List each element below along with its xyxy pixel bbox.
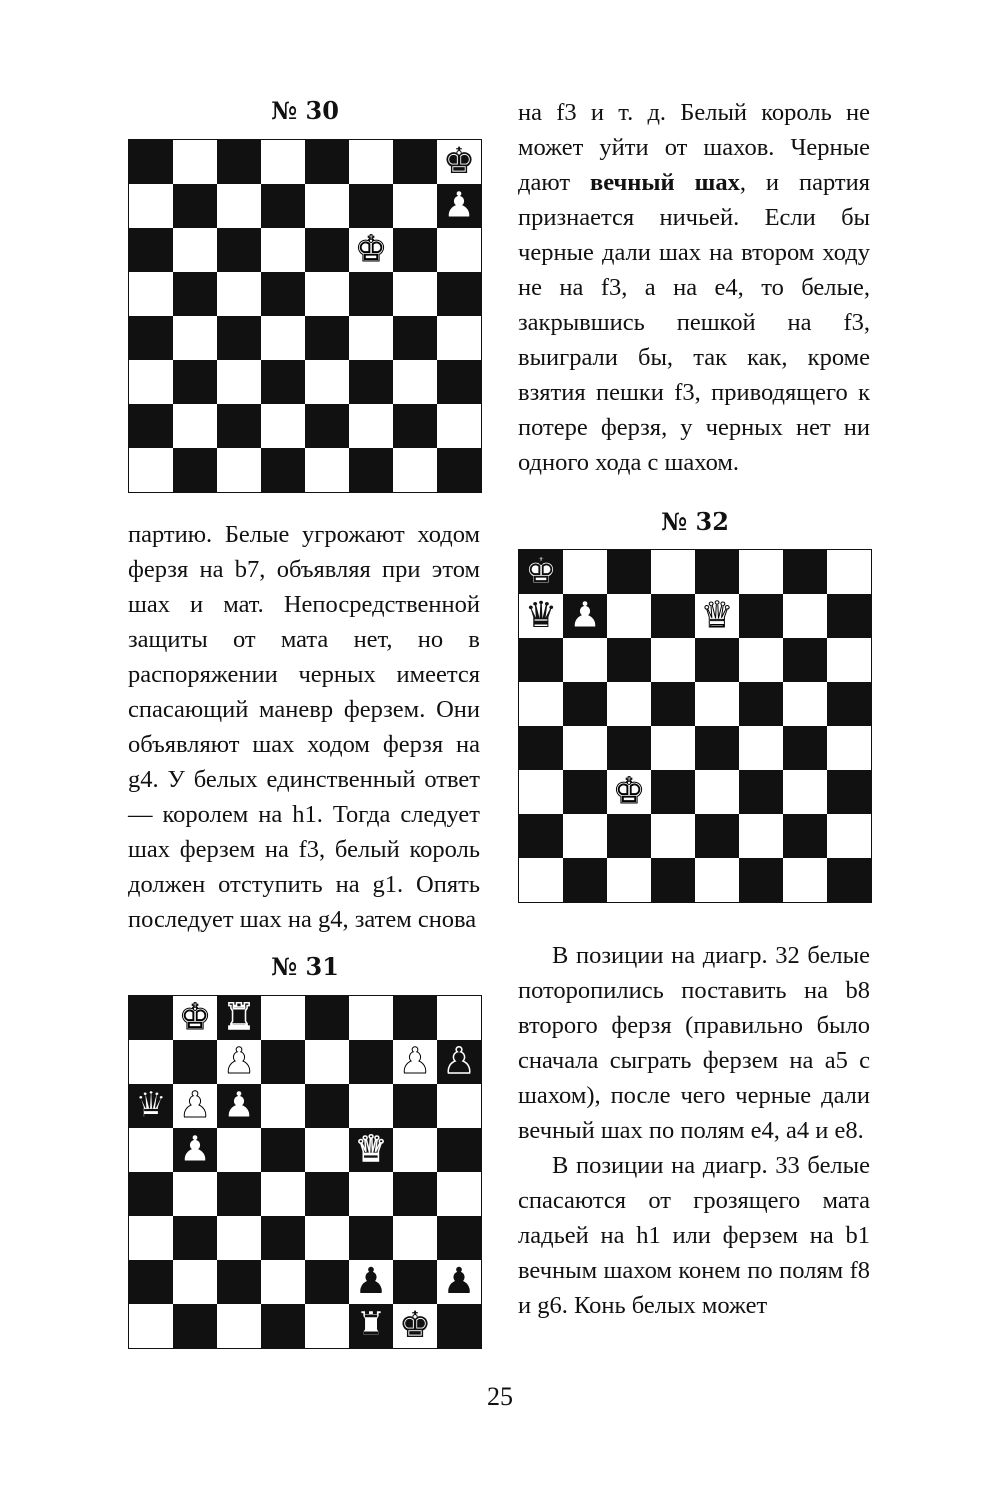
square-c4 (217, 316, 261, 360)
square-b7 (173, 184, 217, 228)
square-g3 (393, 1216, 437, 1260)
square-c6 (217, 1084, 261, 1128)
chessboard-32 (518, 549, 872, 903)
black-pawn-icon: ♟ (442, 1261, 476, 1302)
square-c4 (607, 726, 651, 770)
square-h4 (437, 316, 481, 360)
square-f2 (349, 1260, 393, 1304)
square-f3 (349, 360, 393, 404)
square-h2 (437, 404, 481, 448)
black-queen-icon: ♛ (524, 595, 558, 636)
square-c2 (217, 1260, 261, 1304)
square-b1 (173, 448, 217, 492)
square-h8 (827, 550, 871, 594)
square-h6 (437, 1084, 481, 1128)
square-f6 (349, 1084, 393, 1128)
square-d3 (651, 770, 695, 814)
square-g4 (393, 316, 437, 360)
right-top-paragraph (518, 95, 870, 480)
square-a2 (129, 1260, 173, 1304)
square-b8 (173, 140, 217, 184)
square-g7 (393, 184, 437, 228)
square-a5 (129, 272, 173, 316)
white-pawn-icon: ♟ (178, 1129, 212, 1170)
square-d2 (261, 404, 305, 448)
square-g6 (783, 638, 827, 682)
black-pawn-icon: ♟ (354, 1261, 388, 1302)
square-c8 (607, 550, 651, 594)
white-queen-icon: ♛ (700, 595, 734, 636)
square-a3 (519, 770, 563, 814)
square-e2 (695, 814, 739, 858)
square-b6 (563, 638, 607, 682)
square-c1 (217, 448, 261, 492)
square-d6 (261, 228, 305, 272)
square-c1 (607, 858, 651, 902)
square-c4 (217, 1172, 261, 1216)
white-king-icon: ♚ (524, 551, 558, 592)
square-c5 (607, 682, 651, 726)
square-g1 (393, 1304, 437, 1348)
square-g1 (783, 858, 827, 902)
square-e8 (695, 550, 739, 594)
square-f8 (349, 996, 393, 1040)
square-h6 (827, 638, 871, 682)
square-a6 (519, 638, 563, 682)
square-d8 (651, 550, 695, 594)
black-queen-icon: ♛ (354, 1129, 388, 1170)
square-g1 (393, 448, 437, 492)
square-c2 (217, 404, 261, 448)
square-f8 (349, 140, 393, 184)
square-e7 (695, 594, 739, 638)
square-a7 (129, 184, 173, 228)
white-pawn-icon: ♟ (568, 595, 602, 636)
square-d1 (651, 858, 695, 902)
square-b5 (173, 1128, 217, 1172)
text-span: на f3 и т. д. Белый король не может уйти от шахов. Черные дают (518, 99, 870, 196)
square-f3 (739, 770, 783, 814)
square-d8 (261, 140, 305, 184)
square-b2 (173, 1260, 217, 1304)
white-pawn-icon: ♟ (398, 1041, 432, 1082)
square-e4 (305, 316, 349, 360)
square-f3 (349, 1216, 393, 1260)
square-a1 (519, 858, 563, 902)
square-f4 (349, 1172, 393, 1216)
square-b7 (563, 594, 607, 638)
square-f1 (739, 858, 783, 902)
square-d1 (261, 1304, 305, 1348)
square-h3 (437, 360, 481, 404)
square-h7 (827, 594, 871, 638)
square-b8 (563, 550, 607, 594)
square-b4 (173, 1172, 217, 1216)
square-a2 (129, 404, 173, 448)
square-d7 (651, 594, 695, 638)
square-b2 (173, 404, 217, 448)
square-e1 (305, 1304, 349, 1348)
square-h3 (437, 1216, 481, 1260)
square-a4 (129, 1172, 173, 1216)
square-h1 (827, 858, 871, 902)
square-c7 (217, 1040, 261, 1084)
square-d3 (261, 360, 305, 404)
square-e3 (305, 1216, 349, 1260)
square-b3 (563, 770, 607, 814)
diagram-30-title: № 30 (271, 96, 339, 125)
square-f7 (349, 1040, 393, 1084)
square-h4 (437, 1172, 481, 1216)
square-h7 (437, 184, 481, 228)
square-h8 (437, 996, 481, 1040)
page-number: 25 (487, 1382, 513, 1411)
square-a8 (519, 550, 563, 594)
black-king-icon: ♚ (442, 141, 476, 182)
square-b2 (563, 814, 607, 858)
square-f1 (349, 448, 393, 492)
square-h2 (827, 814, 871, 858)
chessboard-31 (128, 995, 482, 1349)
square-e6 (305, 1084, 349, 1128)
square-f6 (349, 228, 393, 272)
white-king-icon: ♚ (354, 229, 388, 270)
square-e2 (305, 1260, 349, 1304)
white-king-icon: ♚ (178, 997, 212, 1038)
square-b4 (173, 316, 217, 360)
square-a8 (129, 996, 173, 1040)
square-a1 (129, 448, 173, 492)
square-d5 (651, 682, 695, 726)
black-pawn-icon: ♟ (442, 1041, 476, 1082)
square-b5 (563, 682, 607, 726)
square-h2 (437, 1260, 481, 1304)
square-c2 (607, 814, 651, 858)
square-h3 (827, 770, 871, 814)
left-paragraph: партию. Белые угрожают ходом ферзя на b7, объявляя при этом шах и мат. Непосредственной защиты от мата нет, но в распоряжении черных имеется спасающий маневр ферзем. Они объявляют шах ходом ферзя на g4. У белых единственный ответ — королем на h1. Тогда следует шах ферзем на f3, белый король должен отступить на g1. Опять последует шах на g4, затем снова (128, 521, 480, 933)
square-e4 (695, 726, 739, 770)
square-g5 (393, 272, 437, 316)
square-h5 (827, 682, 871, 726)
square-d5 (261, 1128, 305, 1172)
black-king-icon: ♚ (398, 1305, 432, 1346)
right-column-top-text (518, 95, 870, 480)
square-b3 (173, 1216, 217, 1260)
white-queen-icon: ♛ (134, 1085, 168, 1126)
square-g8 (393, 996, 437, 1040)
square-d6 (261, 1084, 305, 1128)
square-a3 (129, 360, 173, 404)
square-c7 (607, 594, 651, 638)
square-c6 (607, 638, 651, 682)
square-e2 (305, 404, 349, 448)
square-g6 (393, 228, 437, 272)
square-h4 (827, 726, 871, 770)
square-d4 (261, 1172, 305, 1216)
square-h1 (437, 448, 481, 492)
square-a6 (129, 228, 173, 272)
square-a7 (519, 594, 563, 638)
square-f5 (349, 1128, 393, 1172)
square-d2 (651, 814, 695, 858)
square-e8 (305, 996, 349, 1040)
square-c5 (217, 272, 261, 316)
paragraph-diagram-33: В позиции на диагр. 33 белые спасаются от грозящего мата ладьей на h1 или ферзем на b1 вечным шахом конем по полям f8 и g6. Конь белых может (518, 1152, 870, 1319)
right-column-bottom-text (518, 938, 870, 1323)
square-f8 (739, 550, 783, 594)
square-f7 (349, 184, 393, 228)
paragraph-diagram-32: В позиции на диагр. 32 белые поторопились поставить на b8 второго ферзя (правильно было сначала сыграть ферзем на а5 с шахом), после чего черные дали вечный шах по полям е4, а4 и е8. (518, 942, 870, 1144)
white-rook-icon: ♜ (354, 1305, 388, 1346)
square-e1 (695, 858, 739, 902)
square-b5 (173, 272, 217, 316)
square-a6 (129, 1084, 173, 1128)
square-f5 (739, 682, 783, 726)
white-pawn-icon: ♟ (442, 185, 476, 226)
diagram-31-title: № 31 (271, 952, 339, 981)
square-g2 (393, 1260, 437, 1304)
square-d3 (261, 1216, 305, 1260)
square-h8 (437, 140, 481, 184)
square-f6 (739, 638, 783, 682)
square-d4 (651, 726, 695, 770)
square-d7 (261, 1040, 305, 1084)
square-d7 (261, 184, 305, 228)
square-h7 (437, 1040, 481, 1084)
square-f2 (739, 814, 783, 858)
square-e4 (305, 1172, 349, 1216)
square-a7 (129, 1040, 173, 1084)
square-a2 (519, 814, 563, 858)
square-g3 (393, 360, 437, 404)
square-e6 (695, 638, 739, 682)
square-g5 (783, 682, 827, 726)
square-a8 (129, 140, 173, 184)
black-rook-icon: ♜ (222, 997, 256, 1038)
square-g5 (393, 1128, 437, 1172)
square-e5 (695, 682, 739, 726)
square-f5 (349, 272, 393, 316)
white-pawn-icon: ♟ (178, 1085, 212, 1126)
square-a5 (519, 682, 563, 726)
square-b1 (173, 1304, 217, 1348)
square-h5 (437, 1128, 481, 1172)
square-g7 (783, 594, 827, 638)
square-a5 (129, 1128, 173, 1172)
square-c8 (217, 996, 261, 1040)
square-c6 (217, 228, 261, 272)
square-g4 (393, 1172, 437, 1216)
square-b4 (563, 726, 607, 770)
square-f1 (349, 1304, 393, 1348)
square-a1 (129, 1304, 173, 1348)
white-pawn-icon: ♟ (222, 1041, 256, 1082)
square-b8 (173, 996, 217, 1040)
square-g3 (783, 770, 827, 814)
square-b3 (173, 360, 217, 404)
square-e3 (305, 360, 349, 404)
chessboard-30 (128, 139, 482, 493)
square-c3 (217, 1216, 261, 1260)
bold-term: вечный шах (590, 169, 740, 196)
text-span: , и партия признается ничьей. Если бы черные дали шах на втором ходу не на f3, а на е4, то белые, закрывшись пешкой на f3, выиграли бы, так как, кроме взятия пешки f3, приводящего к потере ферзя, у черных нет ни одного хода с шахом. (518, 169, 870, 476)
square-b6 (173, 1084, 217, 1128)
square-h5 (437, 272, 481, 316)
square-g2 (393, 404, 437, 448)
square-g7 (393, 1040, 437, 1084)
square-d1 (261, 448, 305, 492)
square-c5 (217, 1128, 261, 1172)
square-g8 (393, 140, 437, 184)
square-g6 (393, 1084, 437, 1128)
diagram-32-title: № 32 (661, 507, 729, 536)
square-c7 (217, 184, 261, 228)
square-g8 (783, 550, 827, 594)
white-pawn-icon: ♟ (222, 1085, 256, 1126)
square-d6 (651, 638, 695, 682)
square-c1 (217, 1304, 261, 1348)
square-a4 (129, 316, 173, 360)
square-d4 (261, 316, 305, 360)
square-f4 (349, 316, 393, 360)
square-c8 (217, 140, 261, 184)
square-e6 (305, 228, 349, 272)
square-e3 (695, 770, 739, 814)
white-king-icon: ♚ (612, 771, 646, 812)
left-column-text (128, 517, 480, 937)
square-b7 (173, 1040, 217, 1084)
square-e5 (305, 1128, 349, 1172)
square-h1 (437, 1304, 481, 1348)
square-f2 (349, 404, 393, 448)
square-h6 (437, 228, 481, 272)
square-c3 (217, 360, 261, 404)
square-c3 (607, 770, 651, 814)
square-e8 (305, 140, 349, 184)
square-e5 (305, 272, 349, 316)
square-b6 (173, 228, 217, 272)
square-f4 (739, 726, 783, 770)
square-e7 (305, 1040, 349, 1084)
square-a3 (129, 1216, 173, 1260)
square-d5 (261, 272, 305, 316)
square-a4 (519, 726, 563, 770)
square-d8 (261, 996, 305, 1040)
square-g4 (783, 726, 827, 770)
square-b1 (563, 858, 607, 902)
square-d2 (261, 1260, 305, 1304)
square-e7 (305, 184, 349, 228)
square-e1 (305, 448, 349, 492)
square-f7 (739, 594, 783, 638)
square-g2 (783, 814, 827, 858)
